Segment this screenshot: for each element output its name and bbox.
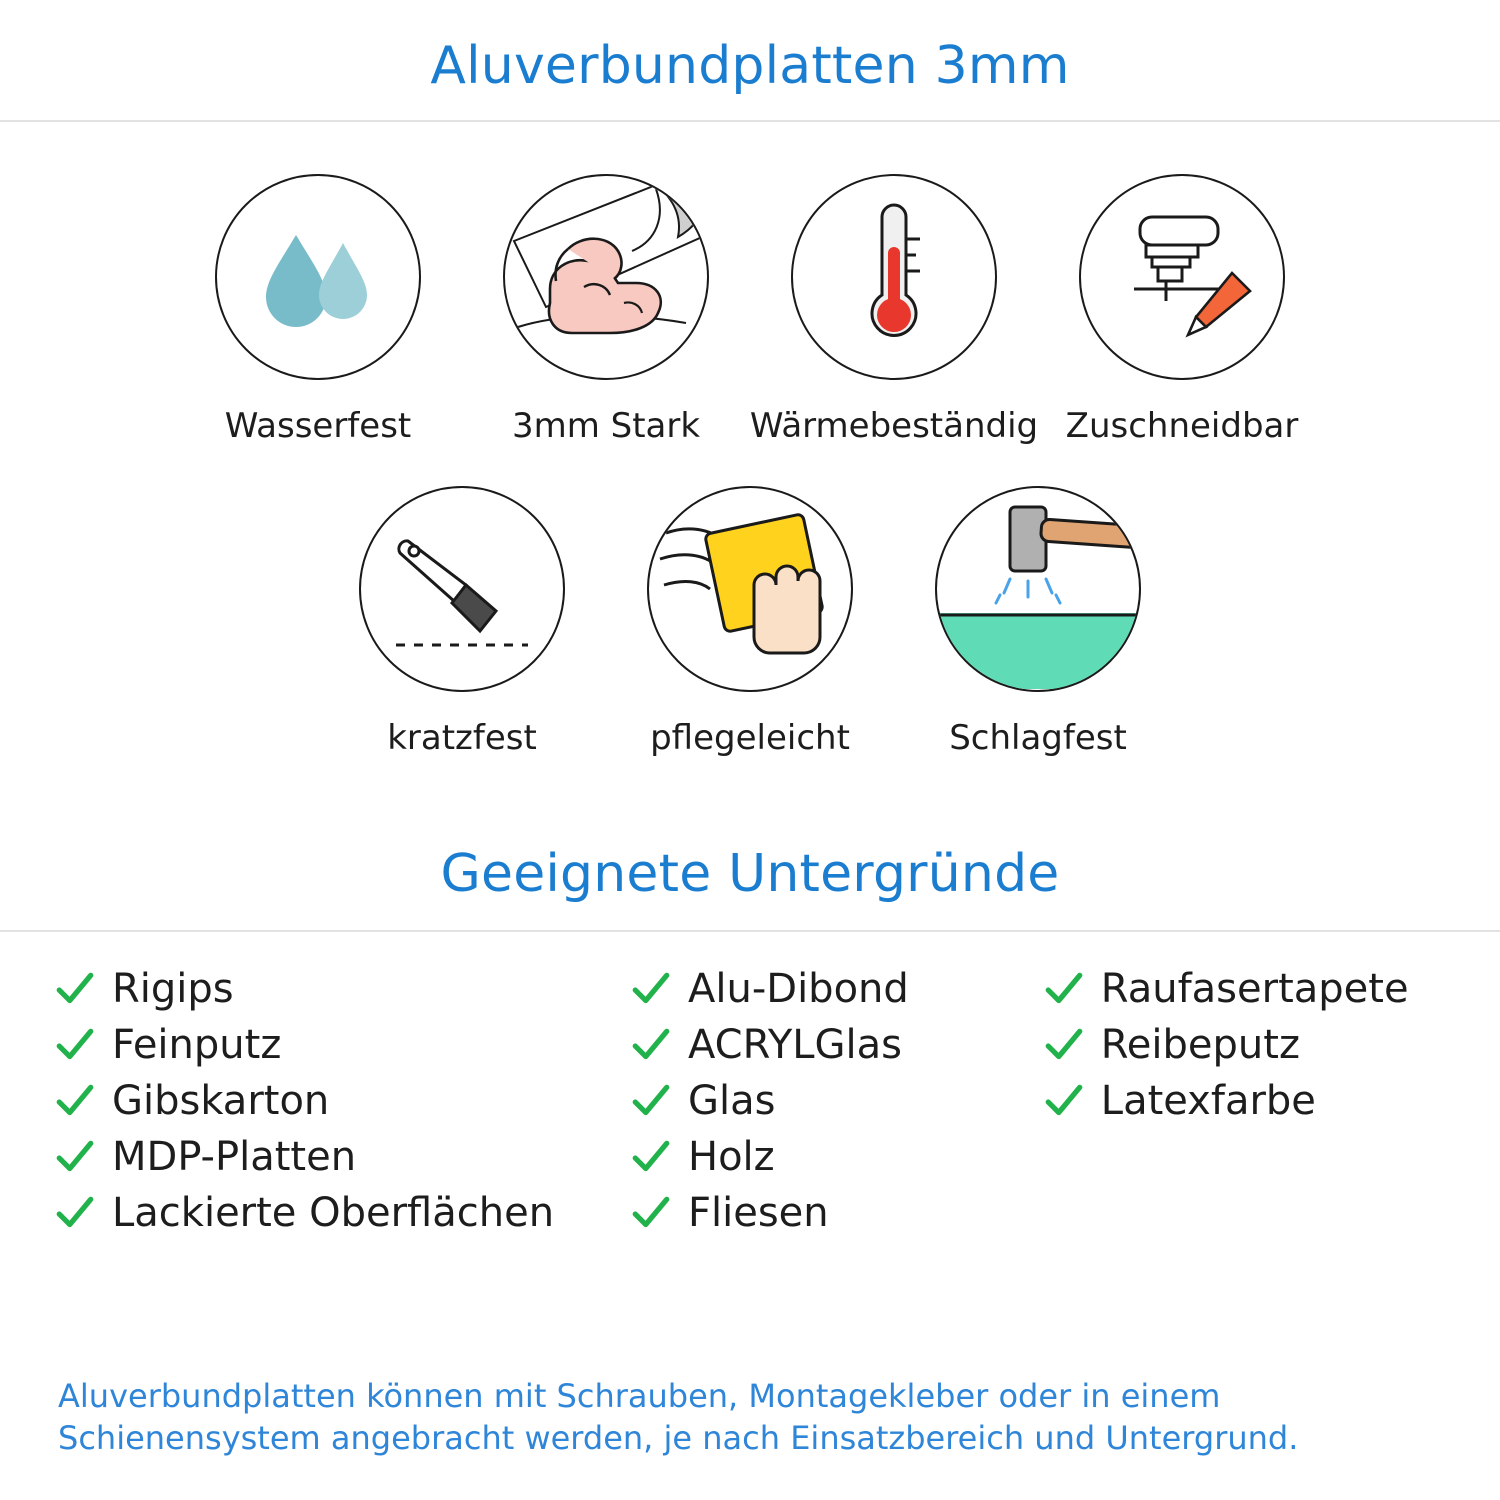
jigsaw-cutter-icon: [1079, 174, 1285, 380]
features-row-2: [0, 446, 1500, 758]
list-item-label: Reibeputz: [1100, 1022, 1300, 1068]
check-icon: [1043, 968, 1085, 1010]
check-icon: [54, 1136, 96, 1178]
feature-label: pflegeleicht: [650, 718, 850, 758]
list-item: [630, 1078, 1043, 1124]
list-item-label: Latexfarbe: [1100, 1078, 1316, 1124]
water-drops-icon: [215, 174, 421, 380]
feature-label: Schlagfest: [949, 718, 1127, 758]
list-item-label: Feinputz: [112, 1022, 282, 1068]
check-icon: [630, 1024, 672, 1066]
list-item-label: Fliesen: [688, 1190, 829, 1236]
feature-label: kratzfest: [387, 718, 537, 758]
check-icon: [630, 1080, 672, 1122]
substrates-column-2: [630, 966, 1043, 1236]
substrates-column-3: [1043, 966, 1446, 1236]
knife-scratch-icon: [359, 486, 565, 692]
feature-label: 3mm Stark: [511, 406, 701, 446]
feature-zuschneidbar: [1038, 174, 1326, 446]
check-icon: [1043, 1080, 1085, 1122]
list-item-label: MDP-Platten: [112, 1134, 357, 1180]
feature-label: Wasserfest: [224, 406, 412, 446]
list-item: [630, 1134, 1043, 1180]
check-icon: [54, 1024, 96, 1066]
check-icon: [1043, 1024, 1085, 1066]
list-item-label: Holz: [688, 1134, 775, 1180]
feature-label: Wärmebeständig: [749, 406, 1039, 446]
feature-schlagfest: [894, 486, 1182, 758]
feature-waermebestaendig: [750, 174, 1038, 446]
substrates-column-1: [54, 966, 630, 1236]
feature-kratzfest: [318, 486, 606, 758]
list-item: [630, 966, 1043, 1012]
feature-wasserfest: [174, 174, 462, 446]
list-item: [54, 1134, 630, 1180]
list-item-label: Gibskarton: [112, 1078, 330, 1124]
check-icon: [630, 968, 672, 1010]
list-item: [54, 1190, 630, 1236]
substrates-title: Geeignete Untergründe: [440, 844, 1060, 904]
list-item: [630, 1022, 1043, 1068]
check-icon: [54, 968, 96, 1010]
check-icon: [630, 1192, 672, 1234]
cleaning-cloth-hand-icon: [647, 486, 853, 692]
list-item-label: ACRYLGlas: [688, 1022, 903, 1068]
page-title: Aluverbundplatten 3mm: [430, 36, 1070, 96]
check-icon: [630, 1136, 672, 1178]
list-item-label: Raufasertapete: [1100, 966, 1409, 1012]
list-item: [54, 966, 630, 1012]
list-item: [54, 1022, 630, 1068]
check-icon: [54, 1080, 96, 1122]
feature-pflegeleicht: [606, 486, 894, 758]
list-item: [1043, 1078, 1446, 1124]
check-icon: [54, 1192, 96, 1234]
list-item: [1043, 966, 1446, 1012]
hammer-impact-icon: [935, 486, 1141, 692]
footnote-text: Aluverbundplatten können mit Schrauben, Montagekleber oder in einem Schienensystem angebracht werden, je nach Einsatzbereich und Untergrund.: [58, 1376, 1299, 1458]
list-item: [630, 1190, 1043, 1236]
list-item-label: Rigips: [112, 966, 234, 1012]
list-item-label: Lackierte Oberflächen: [112, 1190, 555, 1236]
features-row-1: [0, 122, 1500, 446]
list-item-label: Glas: [688, 1078, 776, 1124]
substrates-list: [0, 932, 1500, 1236]
list-item: [1043, 1022, 1446, 1068]
feature-3mm-stark: [462, 174, 750, 446]
thermometer-icon: [791, 174, 997, 380]
list-item-label: Alu-Dibond: [688, 966, 909, 1012]
list-item: [54, 1078, 630, 1124]
flexing-arm-icon: [503, 174, 709, 380]
feature-label: Zuschneidbar: [1065, 406, 1299, 446]
